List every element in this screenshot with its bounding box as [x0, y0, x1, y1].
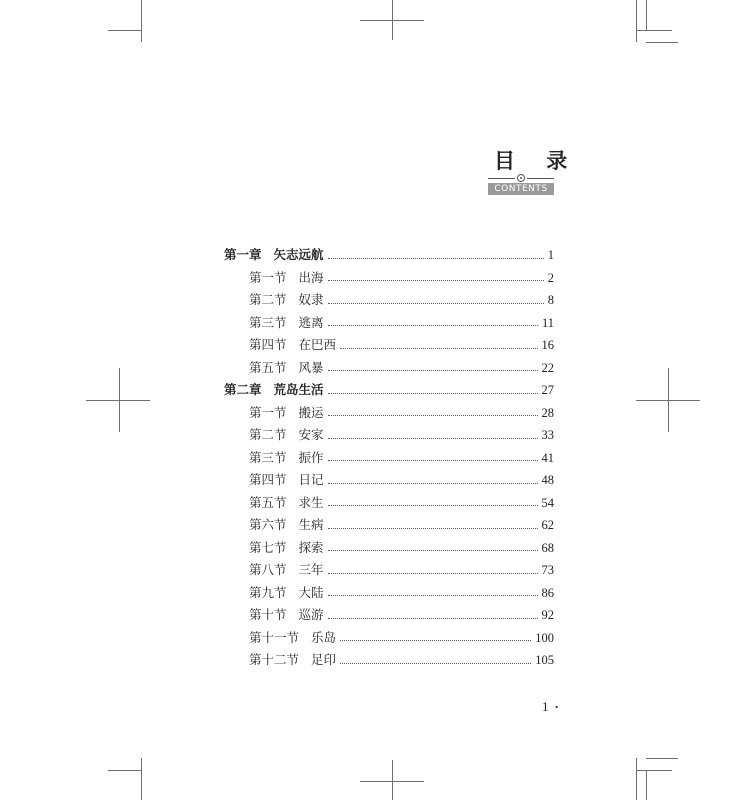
- page-folio: [542, 699, 559, 715]
- entry-title: 安家: [298, 427, 324, 442]
- toc-chapter-entry[interactable]: [224, 244, 554, 267]
- toc-section-entry[interactable]: [224, 267, 554, 290]
- entry-label: 第二章: [224, 382, 262, 397]
- dot-leader: [328, 370, 538, 371]
- entry-page-number: 73: [541, 563, 554, 577]
- dot-leader: [340, 640, 531, 641]
- entry-label: 第十一节: [249, 629, 300, 645]
- entry-page-number: 11: [541, 315, 554, 330]
- entry-title: 生病: [298, 517, 324, 532]
- entry-page-number: 54: [541, 495, 554, 510]
- entry-title: 奴隶: [298, 292, 324, 307]
- toc-section-entry[interactable]: [224, 627, 554, 650]
- entry-page-number: 48: [541, 473, 554, 487]
- entry-page-number: 41: [541, 450, 554, 465]
- entry-label: 第三节: [249, 314, 287, 330]
- toc-section-entry[interactable]: [224, 312, 554, 335]
- dot-leader: [328, 573, 538, 574]
- entry-title: 荒岛生活: [273, 382, 324, 397]
- entry-page-number: 105: [535, 653, 554, 667]
- toc-subtitle: CONTENTS: [488, 183, 554, 195]
- dot-leader: [328, 460, 538, 461]
- title-rule-right: [527, 178, 554, 179]
- entry-label: 第十二节: [249, 652, 300, 667]
- page-number: 1: [542, 699, 549, 714]
- toc-section-entry[interactable]: [224, 357, 554, 380]
- entry-title: 乐岛: [311, 629, 337, 645]
- entry-page-number: 100: [535, 630, 554, 645]
- entry-label: 第七节: [249, 539, 287, 555]
- entry-title: 逃离: [298, 314, 324, 330]
- toc-section-entry[interactable]: [224, 514, 554, 537]
- toc-section-entry[interactable]: [224, 604, 554, 627]
- entry-label: 第五节: [249, 494, 287, 510]
- dot-leader: [328, 280, 544, 281]
- entry-label: 第九节: [249, 584, 287, 600]
- entry-label: 第二节: [249, 292, 287, 307]
- entry-label: 第十节: [249, 607, 287, 622]
- entry-label: 第二节: [249, 427, 287, 442]
- entry-page-number: 28: [541, 405, 554, 420]
- entry-page-number: 8: [547, 293, 554, 307]
- entry-label: 第四节: [249, 337, 287, 352]
- entry-title: 搬运: [298, 404, 324, 420]
- dot-leader: [340, 348, 537, 349]
- dot-leader: [328, 618, 538, 619]
- entry-label: 第五节: [249, 359, 287, 375]
- dot-leader: [328, 483, 538, 484]
- toc-chapter-entry[interactable]: [224, 379, 554, 402]
- dot-leader: [328, 595, 538, 596]
- entry-label: 第一章: [224, 247, 262, 262]
- entry-page-number: 92: [541, 608, 554, 622]
- folio-mark: ·: [554, 699, 559, 714]
- entry-page-number: 27: [541, 383, 554, 397]
- entry-label: 第一节: [249, 404, 287, 420]
- toc-section-entry[interactable]: [224, 537, 554, 560]
- entry-page-number: 86: [541, 585, 554, 600]
- entry-title: 振作: [298, 449, 324, 465]
- toc-title: 目 录: [494, 148, 580, 173]
- toc-section-entry[interactable]: [224, 289, 554, 312]
- entry-title: 在巴西: [298, 337, 337, 352]
- toc-section-entry[interactable]: [224, 492, 554, 515]
- entry-title: 巡游: [298, 607, 324, 622]
- entry-title: 风暴: [298, 359, 324, 375]
- toc-section-entry[interactable]: [224, 424, 554, 447]
- dot-leader: [328, 258, 544, 259]
- toc-list: [224, 244, 554, 672]
- toc-section-entry[interactable]: [224, 334, 554, 357]
- entry-label: 第四节: [249, 472, 287, 487]
- entry-label: 第一节: [249, 269, 287, 285]
- dot-leader: [328, 303, 544, 304]
- entry-page-number: 16: [541, 338, 554, 352]
- entry-label: 第八节: [249, 562, 287, 577]
- toc-section-entry[interactable]: [224, 469, 554, 492]
- title-rule-left: [488, 178, 515, 179]
- entry-title: 足印: [311, 652, 337, 667]
- entry-page-number: 1: [547, 248, 554, 262]
- dot-leader: [328, 438, 538, 439]
- dot-leader: [328, 505, 538, 506]
- entry-page-number: 2: [547, 270, 554, 285]
- entry-title: 大陆: [298, 584, 324, 600]
- dot-leader: [328, 550, 538, 551]
- entry-page-number: 68: [541, 540, 554, 555]
- entry-page-number: 22: [541, 360, 554, 375]
- entry-title: 矢志远航: [273, 247, 324, 262]
- entry-title: 出海: [298, 269, 324, 285]
- toc-section-entry[interactable]: [224, 582, 554, 605]
- dot-leader: [328, 528, 538, 529]
- entry-title: 探索: [298, 539, 324, 555]
- toc-section-entry[interactable]: [224, 649, 554, 672]
- dot-leader: [328, 415, 538, 416]
- dot-leader: [328, 325, 538, 326]
- toc-section-entry[interactable]: [224, 447, 554, 470]
- toc-section-entry[interactable]: [224, 559, 554, 582]
- title-ornament-icon: [517, 174, 525, 182]
- dot-leader: [328, 393, 538, 394]
- entry-title: 日记: [298, 472, 324, 487]
- entry-label: 第三节: [249, 449, 287, 465]
- toc-section-entry[interactable]: [224, 402, 554, 425]
- entry-title: 三年: [298, 562, 324, 577]
- entry-title: 求生: [298, 494, 324, 510]
- entry-page-number: 33: [541, 428, 554, 442]
- entry-label: 第六节: [249, 517, 287, 532]
- dot-leader: [340, 663, 531, 664]
- entry-page-number: 62: [541, 518, 554, 532]
